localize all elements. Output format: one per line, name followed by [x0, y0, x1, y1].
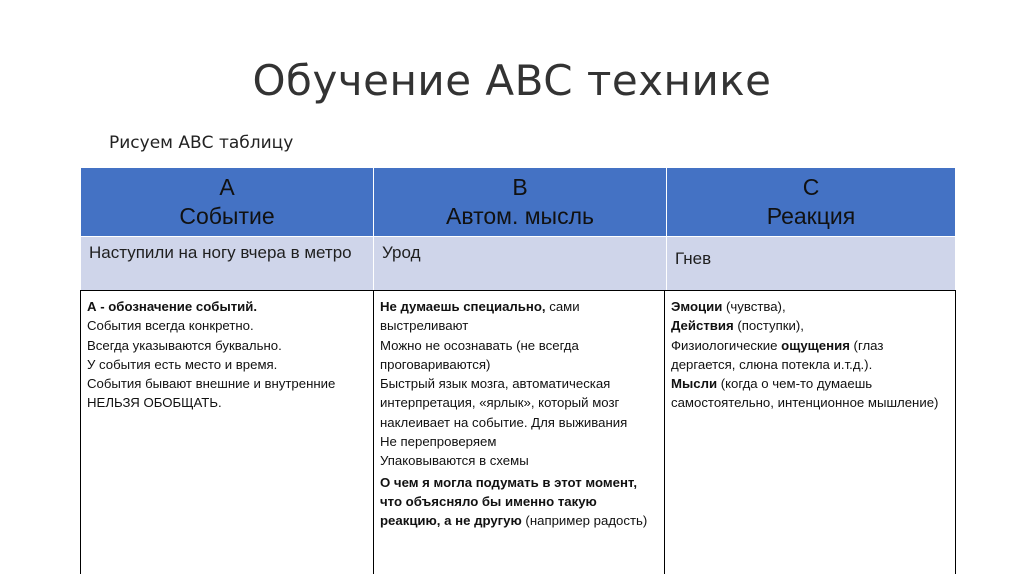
detail-c-item-rest: (когда о чем-то думаешь самостоятельно, интенционное мышление): [671, 376, 939, 411]
detail-a-line: События бывают внешние и внутренние: [87, 376, 336, 392]
detail-b-first: [380, 297, 656, 336]
header-name-c: Реакция: [766, 203, 856, 229]
detail-a-line: НЕЛЬЗЯ ОБОБЩАТЬ.: [87, 395, 222, 411]
detail-c-item: [671, 297, 947, 316]
header-letter-a: А: [219, 174, 235, 200]
detail-c-item-rest: (поступки),: [733, 318, 804, 334]
detail-table: [80, 290, 956, 574]
detail-a-line: У события есть место и время.: [87, 356, 278, 372]
detail-b-line: Упаковываются в схемы: [380, 453, 529, 469]
detail-b-first-rest: сами выстреливают: [380, 299, 580, 334]
detail-c-item: [671, 374, 947, 413]
detail-cell-c: [665, 291, 956, 574]
detail-c-item: [671, 336, 947, 375]
detail-b-question-bold: О чем я могла подумать в этот момент, что объясняло бы именно такую реакцию, а не другую: [380, 474, 638, 529]
slide-subtitle: Рисуем АВС таблицу: [109, 133, 294, 153]
header-letter-c: С: [802, 174, 820, 200]
detail-b-line: Можно не осознавать (не всегда проговариваются): [380, 337, 579, 372]
detail-a-line: Всегда указываются буквально.: [87, 337, 282, 353]
example-cell-b: Урод: [374, 237, 667, 292]
detail-b-question: [380, 473, 656, 531]
example-row: [81, 237, 956, 292]
detail-a-line: События всегда конкретно.: [87, 318, 254, 334]
detail-b-line: Быстрый язык мозга, автоматическая интерпретация, «ярлык», который мозг наклеивает на событие. Для выживания: [380, 376, 628, 430]
header-cell-b: [374, 168, 667, 237]
detail-c-item-bold: Эмоции: [671, 299, 723, 314]
detail-c-item-rest: (чувства),: [722, 299, 786, 314]
abc-header-row: [81, 168, 956, 237]
example-cell-a: Наступили на ногу вчера в метро: [81, 237, 374, 292]
detail-c-item-bold: Мысли: [671, 376, 718, 392]
detail-cell-b: [374, 291, 665, 574]
abc-table: [80, 167, 956, 292]
detail-cell-a: [81, 291, 374, 574]
header-letter-b: В: [512, 174, 528, 200]
detail-b-line: Не перепроверяем: [380, 434, 497, 450]
detail-c-item-rest: (глаз дергается, слюна потекла и.т.д.).: [671, 337, 884, 372]
header-cell-a: [81, 168, 374, 237]
header-name-b: Автом. мысль: [446, 203, 594, 229]
header-cell-c: [667, 168, 956, 237]
detail-a-title: А - обозначение событий.: [87, 299, 258, 314]
detail-c-item: [671, 316, 947, 335]
slide-title: Обучение ABC технике: [252, 56, 772, 105]
detail-b-first-bold: Не думаешь специально,: [380, 299, 546, 314]
detail-c-item-bold: Действия: [671, 318, 734, 334]
header-name-a: Событие: [179, 203, 275, 229]
detail-c-item-bold: ощущения: [781, 337, 850, 353]
detail-c-item-pre: Физиологические: [671, 337, 782, 353]
example-cell-c: Гнев: [667, 237, 956, 292]
detail-b-question-rest: (например радость): [521, 513, 648, 529]
